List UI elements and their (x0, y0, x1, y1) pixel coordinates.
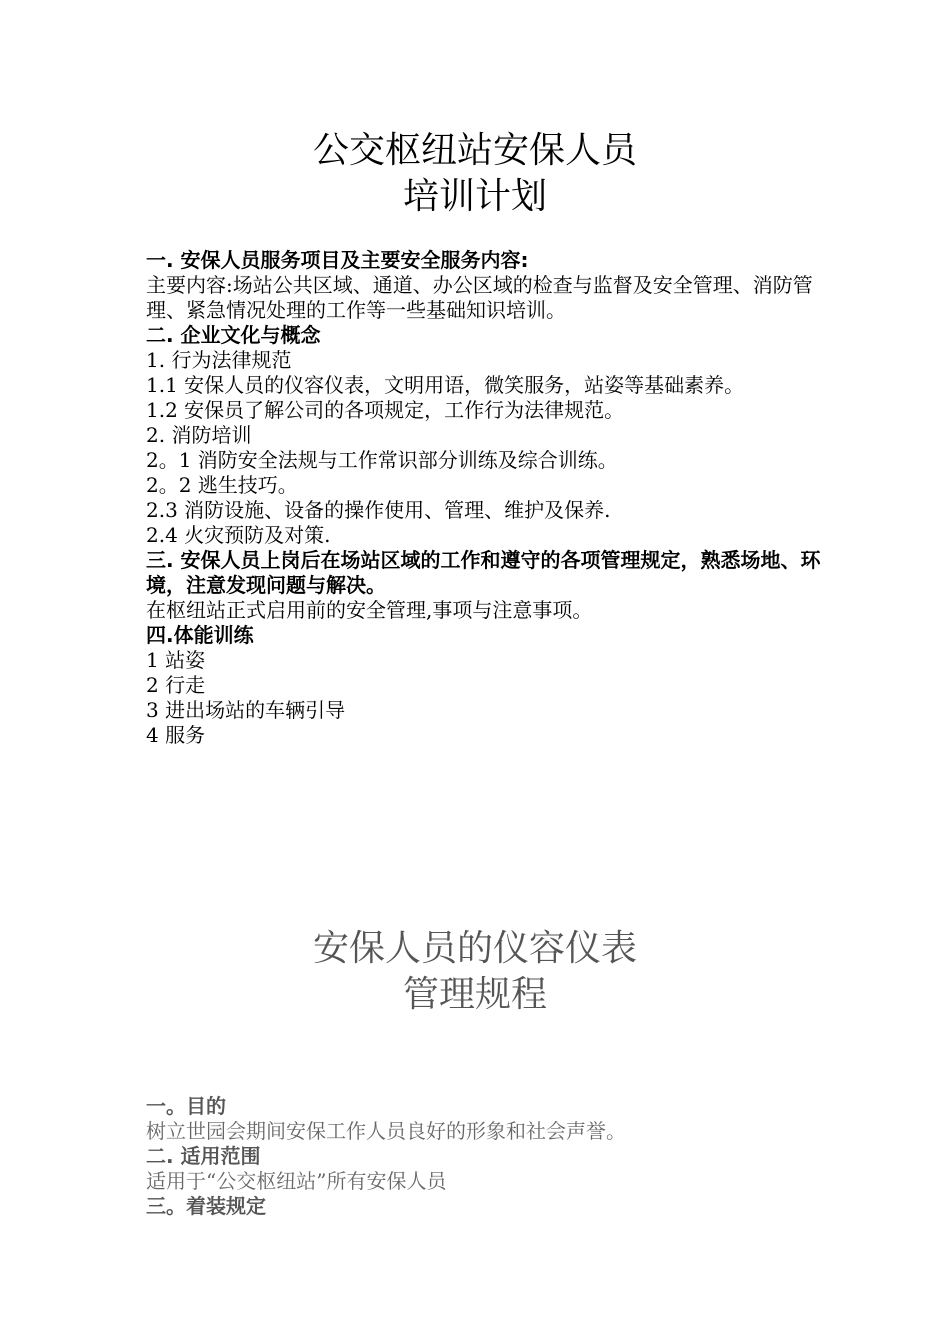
list-item: 1 站姿 (146, 648, 206, 672)
title-line-1: 公交枢纽站安保人员 (312, 130, 637, 171)
title-line-1: 安保人员的仪容仪表 (312, 928, 637, 969)
section-heading: 一。目的 (146, 1094, 226, 1118)
list-item: 4 服务 (146, 723, 206, 747)
list-item: 2。1 消防安全法规与工作常识部分训练及综合训练。 (146, 448, 618, 472)
section-heading: 二. 企业文化与概念 (146, 323, 321, 347)
section-heading: 一. 安保人员服务项目及主要安全服务内容: (146, 248, 529, 272)
training-plan-body (146, 248, 846, 748)
section-heading: 四.体能训练 (146, 623, 254, 647)
list-item: 2 行走 (146, 673, 206, 697)
section-heading: 三。着装规定 (146, 1194, 266, 1218)
section-heading: 三. 安保人员上岗后在场站区域的工作和遵守的各项管理规定，熟悉场地、环境，注意发现问题与解决。 (146, 548, 821, 597)
list-item: 2.4 火灾预防及对策. (146, 523, 331, 547)
appearance-rules-body (146, 1094, 846, 1219)
paragraph: 适用于“公交枢纽站”所有安保人员 (146, 1169, 447, 1193)
list-item: 2. 消防培训 (146, 423, 252, 447)
list-item: 2。2 逃生技巧。 (146, 473, 298, 497)
document-title (0, 926, 950, 1018)
title-line-2: 管理规程 (402, 974, 547, 1015)
document-title (0, 128, 950, 220)
list-item: 2.3 消防设施、设备的操作使用、管理、维护及保养. (146, 498, 611, 522)
section-heading: 二. 适用范围 (146, 1144, 261, 1168)
paragraph: 在枢纽站正式启用前的安全管理,事项与注意事项。 (146, 598, 593, 622)
list-item: 3 进出场站的车辆引导 (146, 698, 346, 722)
paragraph: 树立世园会期间安保工作人员良好的形象和社会声誉。 (146, 1119, 626, 1143)
title-line-2: 培训计划 (402, 176, 547, 217)
list-item: 1.2 安保员了解公司的各项规定，工作行为法律规范。 (146, 398, 625, 422)
paragraph: 主要内容:场站公共区域、通道、办公区域的检查与监督及安全管理、消防管理、紧急情况处理的工作等一些基础知识培训。 (146, 273, 813, 322)
list-item: 1.1 安保人员的仪容仪表，文明用语，微笑服务，站姿等基础素养。 (146, 373, 745, 397)
list-item: 1. 行为法律规范 (146, 348, 292, 372)
